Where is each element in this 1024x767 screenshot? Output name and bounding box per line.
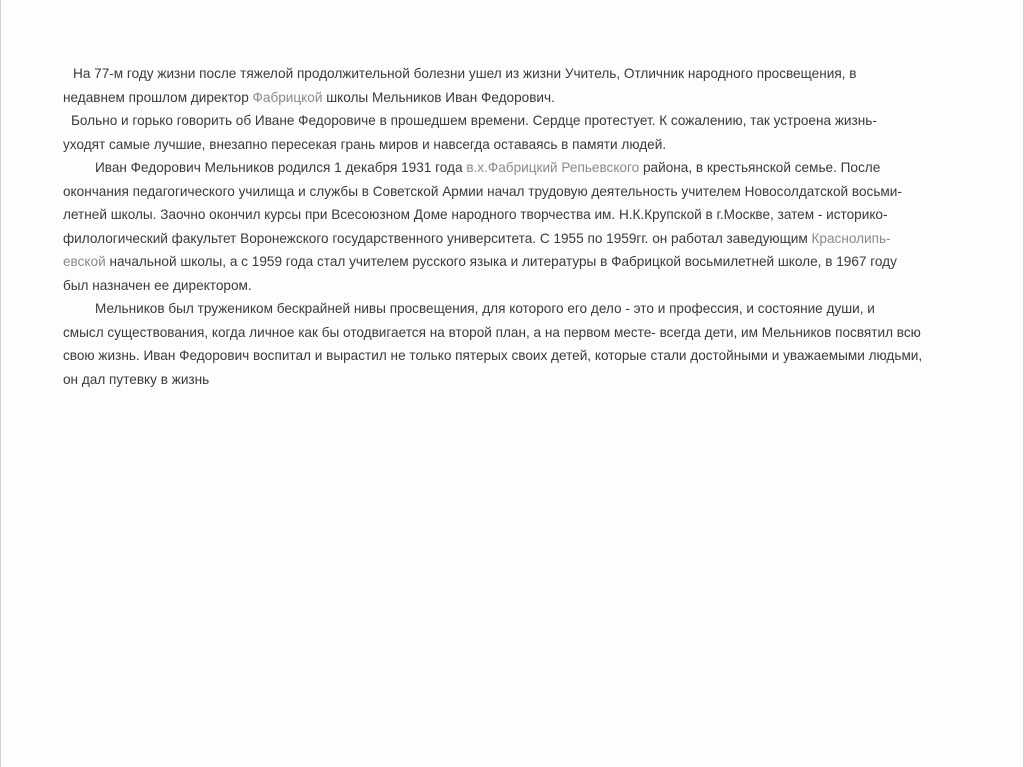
- faded-text-segment: евской: [63, 254, 106, 269]
- text-segment: Больно и горько говорить об Иване Федоровиче в прошедшем времени. Сердце протестует. К сожалению, так устроена жизнь-: [71, 113, 877, 128]
- text-line: [63, 62, 943, 86]
- text-line: [63, 109, 943, 133]
- text-segment: На 77-м году жизни после тяжелой продолжительной болезни ушел из жизни Учитель, Отличник народного просвещения, в: [73, 66, 857, 81]
- faded-text-segment: Краснолипь-: [811, 230, 891, 246]
- text-line: [63, 250, 943, 274]
- text-line: [63, 180, 943, 204]
- text-line: [63, 133, 943, 157]
- text-segment: начальной школы, а с 1959 года стал учителем русского языка и литературы в Фабрицкой восьмилетней школе, в 1967 году: [105, 254, 897, 269]
- text-line: [63, 274, 943, 298]
- text-segment: летней школы. Заочно окончил курсы при Всесоюзном Доме народного творчества им. Н.К.Крупской в г.Москве, затем - историко-: [63, 207, 888, 222]
- text-segment: филологический факультет Воронежского государственного университета. С 1955 по 1959гг. он работал заведующим: [63, 230, 812, 246]
- text-segment: смысл существования, когда личное как бы отодвигается на второй план, а на первом месте- всегда дети, им Мельников посвятил всю: [63, 324, 921, 340]
- text-line: [63, 344, 943, 368]
- text-line: [63, 203, 943, 227]
- text-segment: он дал путевку в жизнь: [63, 371, 210, 387]
- document-text: [63, 62, 943, 391]
- text-line: [63, 86, 943, 110]
- text-segment: Мельников был тружеником бескрайней нивы просвещения, для которого его дело - это и профессия, и состояние души, и: [95, 301, 875, 316]
- text-segment: свою жизнь. Иван Федорович воспитал и вырастил не только пятерых своих детей, которые стали достойными и уважаемыми людьми,: [63, 348, 923, 363]
- text-segment: окончания педагогического училища и службы в Советской Армии начал трудовую деятельность учителем Новосолдатской восьми-: [63, 183, 902, 199]
- text-segment: недавнем прошлом директор: [63, 89, 253, 105]
- text-segment: школы Мельников Иван Федорович.: [322, 89, 555, 105]
- faded-text-segment: в.х.Фабрицкий Репьевского: [466, 160, 640, 175]
- faded-text-segment: Фабрицкой: [252, 89, 323, 105]
- text-segment: уходят самые лучшие, внезапно пересекая грань миров и навсегда оставаясь в памяти людей.: [63, 136, 667, 152]
- text-line: [63, 156, 943, 180]
- text-segment: Иван Федорович Мельников родился 1 декабря 1931 года: [95, 160, 467, 175]
- text-line: [63, 227, 943, 251]
- text-segment: района, в крестьянской семье. После: [639, 160, 881, 175]
- text-line: [63, 297, 943, 321]
- text-line: [63, 321, 943, 345]
- text-line: [63, 368, 943, 392]
- text-segment: был назначен ее директором.: [63, 277, 252, 293]
